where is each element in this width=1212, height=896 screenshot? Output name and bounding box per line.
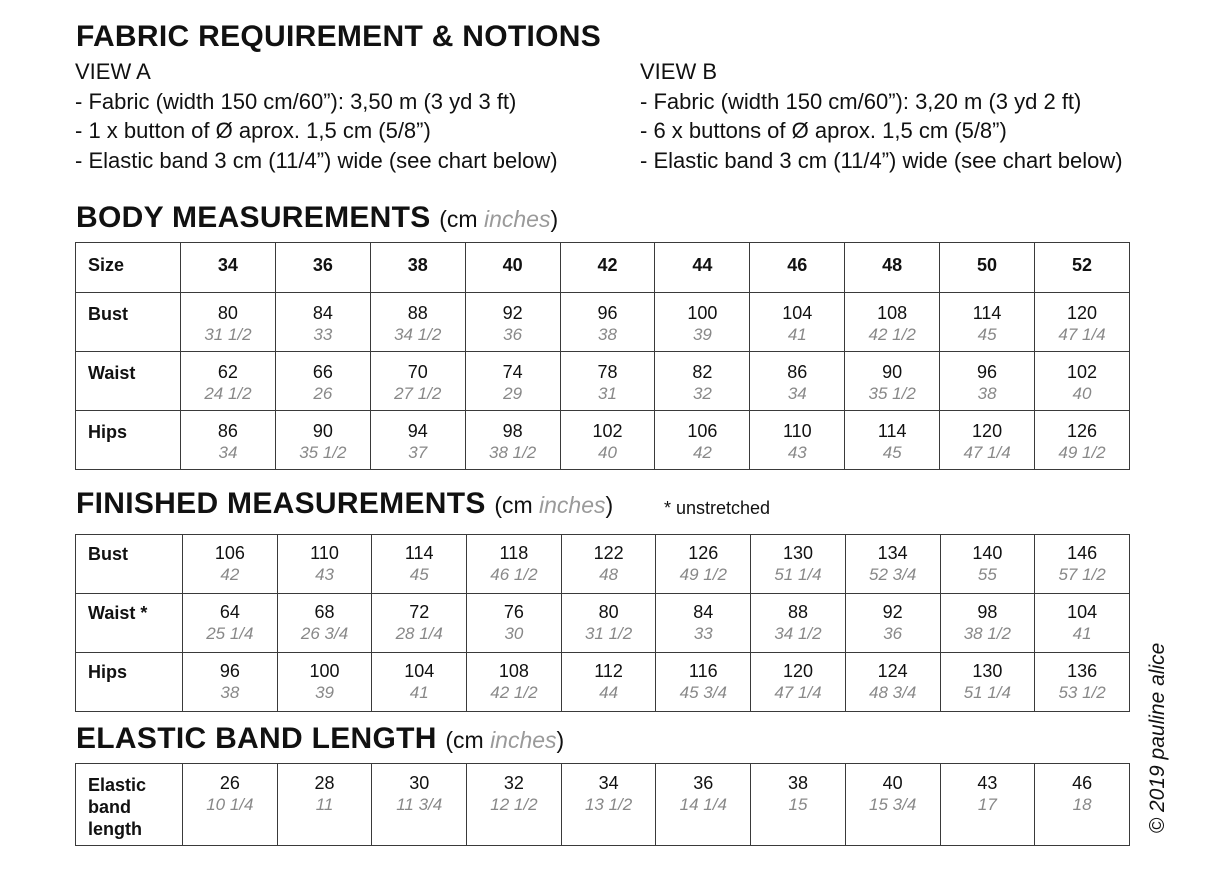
measurement-cell (750, 411, 845, 470)
inch-value: 45 (977, 325, 997, 344)
cm-value: 108 (877, 303, 908, 323)
cm-value: 130 (972, 661, 1003, 681)
cm-value: 100 (309, 661, 340, 681)
measurement-cell (183, 594, 278, 653)
view-a-line: - Elastic band 3 cm (11/4”) wide (see chart below) (75, 147, 558, 173)
inch-value: 57 1/2 (1058, 565, 1106, 584)
measurement-cell (656, 764, 751, 846)
inch-value: 42 (220, 565, 240, 584)
cm-value: 46 (1072, 773, 1093, 793)
measurement-cell (1035, 293, 1130, 352)
body-measurements-title (76, 203, 558, 233)
view-b-block (640, 57, 1123, 175)
size-label: Size (76, 243, 181, 293)
cm-value: 122 (593, 543, 624, 563)
cm-value: 126 (688, 543, 719, 563)
measurement-cell (940, 293, 1035, 352)
cm-value: 74 (502, 362, 523, 382)
finished-unit-label: (cm inches) (494, 492, 614, 518)
measurement-cell (655, 293, 750, 352)
measurement-cell (750, 352, 845, 411)
cm-value: 104 (782, 303, 813, 323)
inch-value: 48 (599, 565, 619, 584)
size-header-cell: 40 (465, 243, 560, 293)
row-label: Bust (76, 535, 183, 594)
cm-value: 62 (217, 362, 238, 382)
measurement-cell (560, 411, 655, 470)
measurement-cell (1035, 594, 1130, 653)
measurement-cell (560, 352, 655, 411)
measurement-cell (561, 535, 656, 594)
cm-value: 100 (687, 303, 718, 323)
measurement-cell (372, 764, 467, 846)
inch-value: 29 (503, 384, 523, 403)
inch-value: 51 1/4 (774, 565, 822, 584)
inch-value: 33 (693, 624, 713, 643)
body-unit-label: (cm inches) (439, 206, 559, 232)
finished-row (76, 653, 1130, 712)
inch-value: 41 (787, 325, 807, 344)
measurement-cell (940, 764, 1035, 846)
view-b-line: - Elastic band 3 cm (11/4”) wide (see chart below) (640, 147, 1123, 173)
measurement-cell (277, 535, 372, 594)
cm-value: 120 (972, 421, 1003, 441)
body-row (76, 352, 1130, 411)
measurement-cell (181, 293, 276, 352)
measurement-cell (372, 535, 467, 594)
inch-value: 42 (692, 443, 712, 462)
measurement-cell (183, 653, 278, 712)
inch-value: 46 1/2 (490, 565, 538, 584)
body-row (76, 411, 1130, 470)
cm-value: 38 (787, 773, 808, 793)
measurement-cell (845, 653, 940, 712)
inch-value: 47 1/4 (1058, 325, 1106, 344)
measurement-cell (277, 653, 372, 712)
cm-value: 64 (219, 602, 240, 622)
inch-value: 47 1/4 (774, 683, 822, 702)
inch-value: 38 (977, 384, 997, 403)
measurement-cell (467, 764, 562, 846)
elastic-unit-label: (cm inches) (445, 727, 565, 753)
finished-measurements-title (76, 489, 613, 519)
measurement-cell (370, 293, 465, 352)
inch-value: 34 (787, 384, 807, 403)
view-a-line: - 1 x button of Ø aprox. 1,5 cm (5/8”) (75, 118, 431, 143)
cm-value: 92 (882, 602, 903, 622)
inch-value: 41 (1072, 624, 1092, 643)
cm-value: 72 (409, 602, 430, 622)
cm-value: 82 (692, 362, 713, 382)
inch-value: 36 (883, 624, 903, 643)
measurement-cell (465, 352, 560, 411)
cm-value: 114 (877, 421, 907, 441)
cm-value: 40 (882, 773, 903, 793)
measurement-cell (656, 535, 751, 594)
elastic-title-text: ELASTIC BAND LENGTH (76, 722, 437, 755)
cm-value: 80 (217, 303, 238, 323)
cm-value: 96 (977, 362, 998, 382)
measurement-cell (845, 535, 940, 594)
measurement-cell (277, 594, 372, 653)
cm-value: 94 (407, 421, 428, 441)
inch-value: 45 (409, 565, 429, 584)
inch-value: 53 1/2 (1058, 683, 1106, 702)
measurement-cell (181, 352, 276, 411)
cm-value: 140 (972, 543, 1003, 563)
inch-value: 45 3/4 (679, 683, 727, 702)
cm-value: 30 (409, 773, 430, 793)
inch-value: 42 1/2 (490, 683, 538, 702)
cm-value: 108 (498, 661, 529, 681)
cm-value: 80 (598, 602, 619, 622)
cm-value: 84 (312, 303, 333, 323)
finished-measurements-table (75, 534, 1130, 712)
inch-value: 49 1/2 (1058, 443, 1106, 462)
cm-value: 116 (688, 661, 718, 681)
cm-value: 28 (314, 773, 335, 793)
measurement-cell (465, 411, 560, 470)
elastic-band-title (76, 724, 564, 754)
cm-value: 68 (314, 602, 335, 622)
size-header-cell: 52 (1035, 243, 1130, 293)
cm-value: 136 (1067, 661, 1098, 681)
inch-value: 15 3/4 (869, 795, 917, 814)
cm-value: 114 (972, 303, 1002, 323)
cm-value: 106 (687, 421, 718, 441)
inch-value: 30 (504, 624, 524, 643)
measurement-cell (372, 594, 467, 653)
cm-value: 120 (1066, 303, 1098, 323)
cm-value: 102 (1066, 362, 1098, 382)
cm-value: 92 (502, 303, 523, 323)
measurement-cell (1035, 653, 1130, 712)
cm-value: 78 (597, 362, 618, 382)
measurement-cell (656, 653, 751, 712)
inch-value: 36 (503, 325, 523, 344)
measurement-cell (845, 594, 940, 653)
inch-value: 31 1/2 (204, 325, 252, 344)
inch-value: 15 (788, 795, 808, 814)
measurement-cell (750, 293, 845, 352)
size-header-cell: 44 (655, 243, 750, 293)
size-header-cell: 50 (940, 243, 1035, 293)
inch-value: 38 (598, 325, 617, 344)
size-header-cell: 48 (845, 243, 940, 293)
cm-value: 84 (693, 602, 714, 622)
row-label: Hips (76, 653, 183, 712)
cm-value: 114 (404, 543, 434, 563)
inch-value: 38 1/2 (963, 624, 1011, 643)
measurement-cell (1035, 411, 1130, 470)
measurement-cell (372, 653, 467, 712)
measurement-cell (655, 352, 750, 411)
inch-value: 35 1/2 (299, 443, 347, 462)
measurement-cell (656, 594, 751, 653)
inch-value: 38 (220, 683, 240, 702)
inch-value: 12 1/2 (490, 795, 538, 814)
cm-value: 98 (977, 602, 998, 622)
cm-value: 34 (598, 773, 619, 793)
measurement-cell (467, 653, 562, 712)
inch-value: 39 (315, 683, 334, 702)
measurement-cell (275, 411, 370, 470)
inch-value: 25 1/4 (206, 624, 254, 643)
inch-value: 39 (692, 325, 712, 344)
size-header-cell: 36 (275, 243, 370, 293)
view-a-block (75, 57, 558, 175)
measurement-cell (940, 352, 1035, 411)
cm-value: 112 (594, 661, 623, 681)
cm-value: 66 (312, 362, 333, 382)
measurement-cell (1035, 352, 1130, 411)
cm-value: 43 (977, 773, 998, 793)
cm-value: 86 (787, 362, 808, 382)
inch-value: 18 (1072, 795, 1092, 814)
inch-value: 48 3/4 (869, 683, 917, 702)
inch-value: 17 (977, 795, 997, 814)
inch-value: 44 (599, 683, 619, 702)
measurement-cell (465, 293, 560, 352)
measurement-cell (940, 653, 1035, 712)
cm-value: 102 (592, 421, 623, 441)
measurement-cell (183, 535, 278, 594)
copyright-text: © 2019 pauline alice (1146, 642, 1169, 834)
measurement-cell (370, 352, 465, 411)
inch-value: 55 (977, 565, 997, 584)
inch-value: 42 1/2 (868, 325, 916, 344)
measurement-cell (560, 293, 655, 352)
inch-value: 34 1/2 (394, 325, 442, 344)
row-label: Waist * (76, 594, 183, 653)
inch-value: 34 1/2 (774, 624, 822, 643)
cm-value: 98 (502, 421, 523, 441)
view-b-title: VIEW B (640, 59, 718, 84)
inch-value: 31 (598, 384, 617, 403)
size-header-row (76, 243, 1130, 293)
fabric-title: FABRIC REQUIREMENT & NOTIONS (76, 20, 602, 53)
body-row (76, 293, 1130, 352)
cm-value: 110 (782, 421, 812, 441)
finished-row (76, 594, 1130, 653)
view-a-line: - Fabric (width 150 cm/60”): 3,50 m (3 yd 3 ft) (75, 88, 517, 114)
inch-value: 28 1/4 (395, 624, 443, 643)
body-measurements-table (75, 242, 1130, 470)
cm-value: 110 (310, 543, 339, 563)
inch-value: 14 1/4 (679, 795, 727, 814)
inch-value: 45 (882, 443, 902, 462)
cm-value: 70 (407, 362, 428, 382)
measurement-cell (561, 594, 656, 653)
inch-value: 40 (598, 443, 617, 462)
measurement-cell (940, 594, 1035, 653)
measurement-cell (751, 764, 846, 846)
measurement-cell (275, 293, 370, 352)
size-header-cell: 42 (560, 243, 655, 293)
inch-value: 51 1/4 (963, 683, 1011, 702)
cm-value: 76 (503, 602, 524, 622)
measurement-cell (1035, 535, 1130, 594)
measurement-cell (751, 594, 846, 653)
size-header-cell: 38 (370, 243, 465, 293)
cm-value: 32 (503, 773, 524, 793)
cm-value: 106 (214, 543, 245, 563)
measurement-cell (751, 535, 846, 594)
inch-value: 38 1/2 (488, 443, 537, 462)
cm-value: 104 (404, 661, 435, 681)
finished-row (76, 535, 1130, 594)
measurement-cell (275, 352, 370, 411)
finished-title-text: FINISHED MEASUREMENTS (76, 487, 486, 520)
cm-value: 36 (693, 773, 714, 793)
cm-value: 124 (877, 661, 908, 681)
measurement-cell (370, 411, 465, 470)
measurement-cell (1035, 764, 1130, 846)
inch-value: 47 1/4 (963, 443, 1011, 462)
row-label: Bust (76, 293, 181, 352)
measurement-cell (845, 411, 940, 470)
cm-value: 26 (219, 773, 240, 793)
cm-value: 146 (1067, 543, 1098, 563)
inch-value: 49 1/2 (679, 565, 727, 584)
elastic-row-label: Elastic band length (76, 764, 183, 846)
inch-value: 26 3/4 (300, 624, 349, 643)
inch-value: 33 (313, 325, 333, 344)
measurement-cell (845, 352, 940, 411)
unstretched-note: * unstretched (664, 498, 771, 518)
cm-value: 126 (1066, 421, 1098, 441)
cm-value: 86 (217, 421, 238, 441)
measurement-cell (277, 764, 372, 846)
cm-value: 88 (407, 303, 428, 323)
cm-value: 96 (219, 661, 240, 681)
view-a-title: VIEW A (75, 59, 151, 84)
measurement-cell (561, 764, 656, 846)
inch-value: 32 (692, 384, 712, 403)
cm-value: 130 (782, 543, 813, 563)
measurement-cell (845, 293, 940, 352)
inch-value: 41 (409, 683, 429, 702)
measurement-cell (751, 653, 846, 712)
inch-value: 34 (218, 443, 238, 462)
inch-value: 40 (1072, 384, 1092, 403)
size-header-cell: 46 (750, 243, 845, 293)
measurement-cell (845, 764, 940, 846)
inch-value: 52 3/4 (869, 565, 917, 584)
inch-value: 10 1/4 (206, 795, 254, 814)
cm-value: 118 (499, 543, 529, 563)
inch-value: 24 1/2 (204, 384, 252, 403)
size-header-cell: 34 (181, 243, 276, 293)
inch-value: 26 (313, 384, 333, 403)
view-b-line: - 6 x buttons of Ø aprox. 1,5 cm (5/8”) (640, 118, 1007, 143)
body-title-text: BODY MEASUREMENTS (76, 201, 431, 234)
measurement-cell (940, 411, 1035, 470)
measurement-cell (183, 764, 278, 846)
inch-value: 27 1/2 (394, 384, 442, 403)
inch-value: 37 (408, 443, 428, 462)
measurement-cell (467, 535, 562, 594)
inch-value: 43 (787, 443, 807, 462)
inch-value: 11 3/4 (396, 795, 443, 814)
elastic-band-table (75, 763, 1130, 846)
cm-value: 96 (597, 303, 618, 323)
inch-value: 13 1/2 (584, 795, 633, 814)
measurement-cell (181, 411, 276, 470)
inch-value: 11 (315, 795, 334, 814)
inch-value: 43 (315, 565, 334, 584)
measurement-cell (561, 653, 656, 712)
row-label: Hips (76, 411, 181, 470)
measurement-cell (467, 594, 562, 653)
measurement-cell (655, 411, 750, 470)
cm-value: 90 (312, 421, 333, 441)
elastic-row (76, 764, 1130, 846)
cm-value: 120 (782, 661, 813, 681)
measurement-cell (940, 535, 1035, 594)
cm-value: 90 (882, 362, 903, 382)
cm-value: 88 (787, 602, 808, 622)
inch-value: 35 1/2 (868, 384, 916, 403)
cm-value: 104 (1067, 602, 1098, 622)
row-label: Waist (76, 352, 181, 411)
cm-value: 134 (877, 543, 908, 563)
inch-value: 31 1/2 (584, 624, 633, 643)
view-b-line: - Fabric (width 150 cm/60”): 3,20 m (3 yd 2 ft) (640, 88, 1082, 114)
